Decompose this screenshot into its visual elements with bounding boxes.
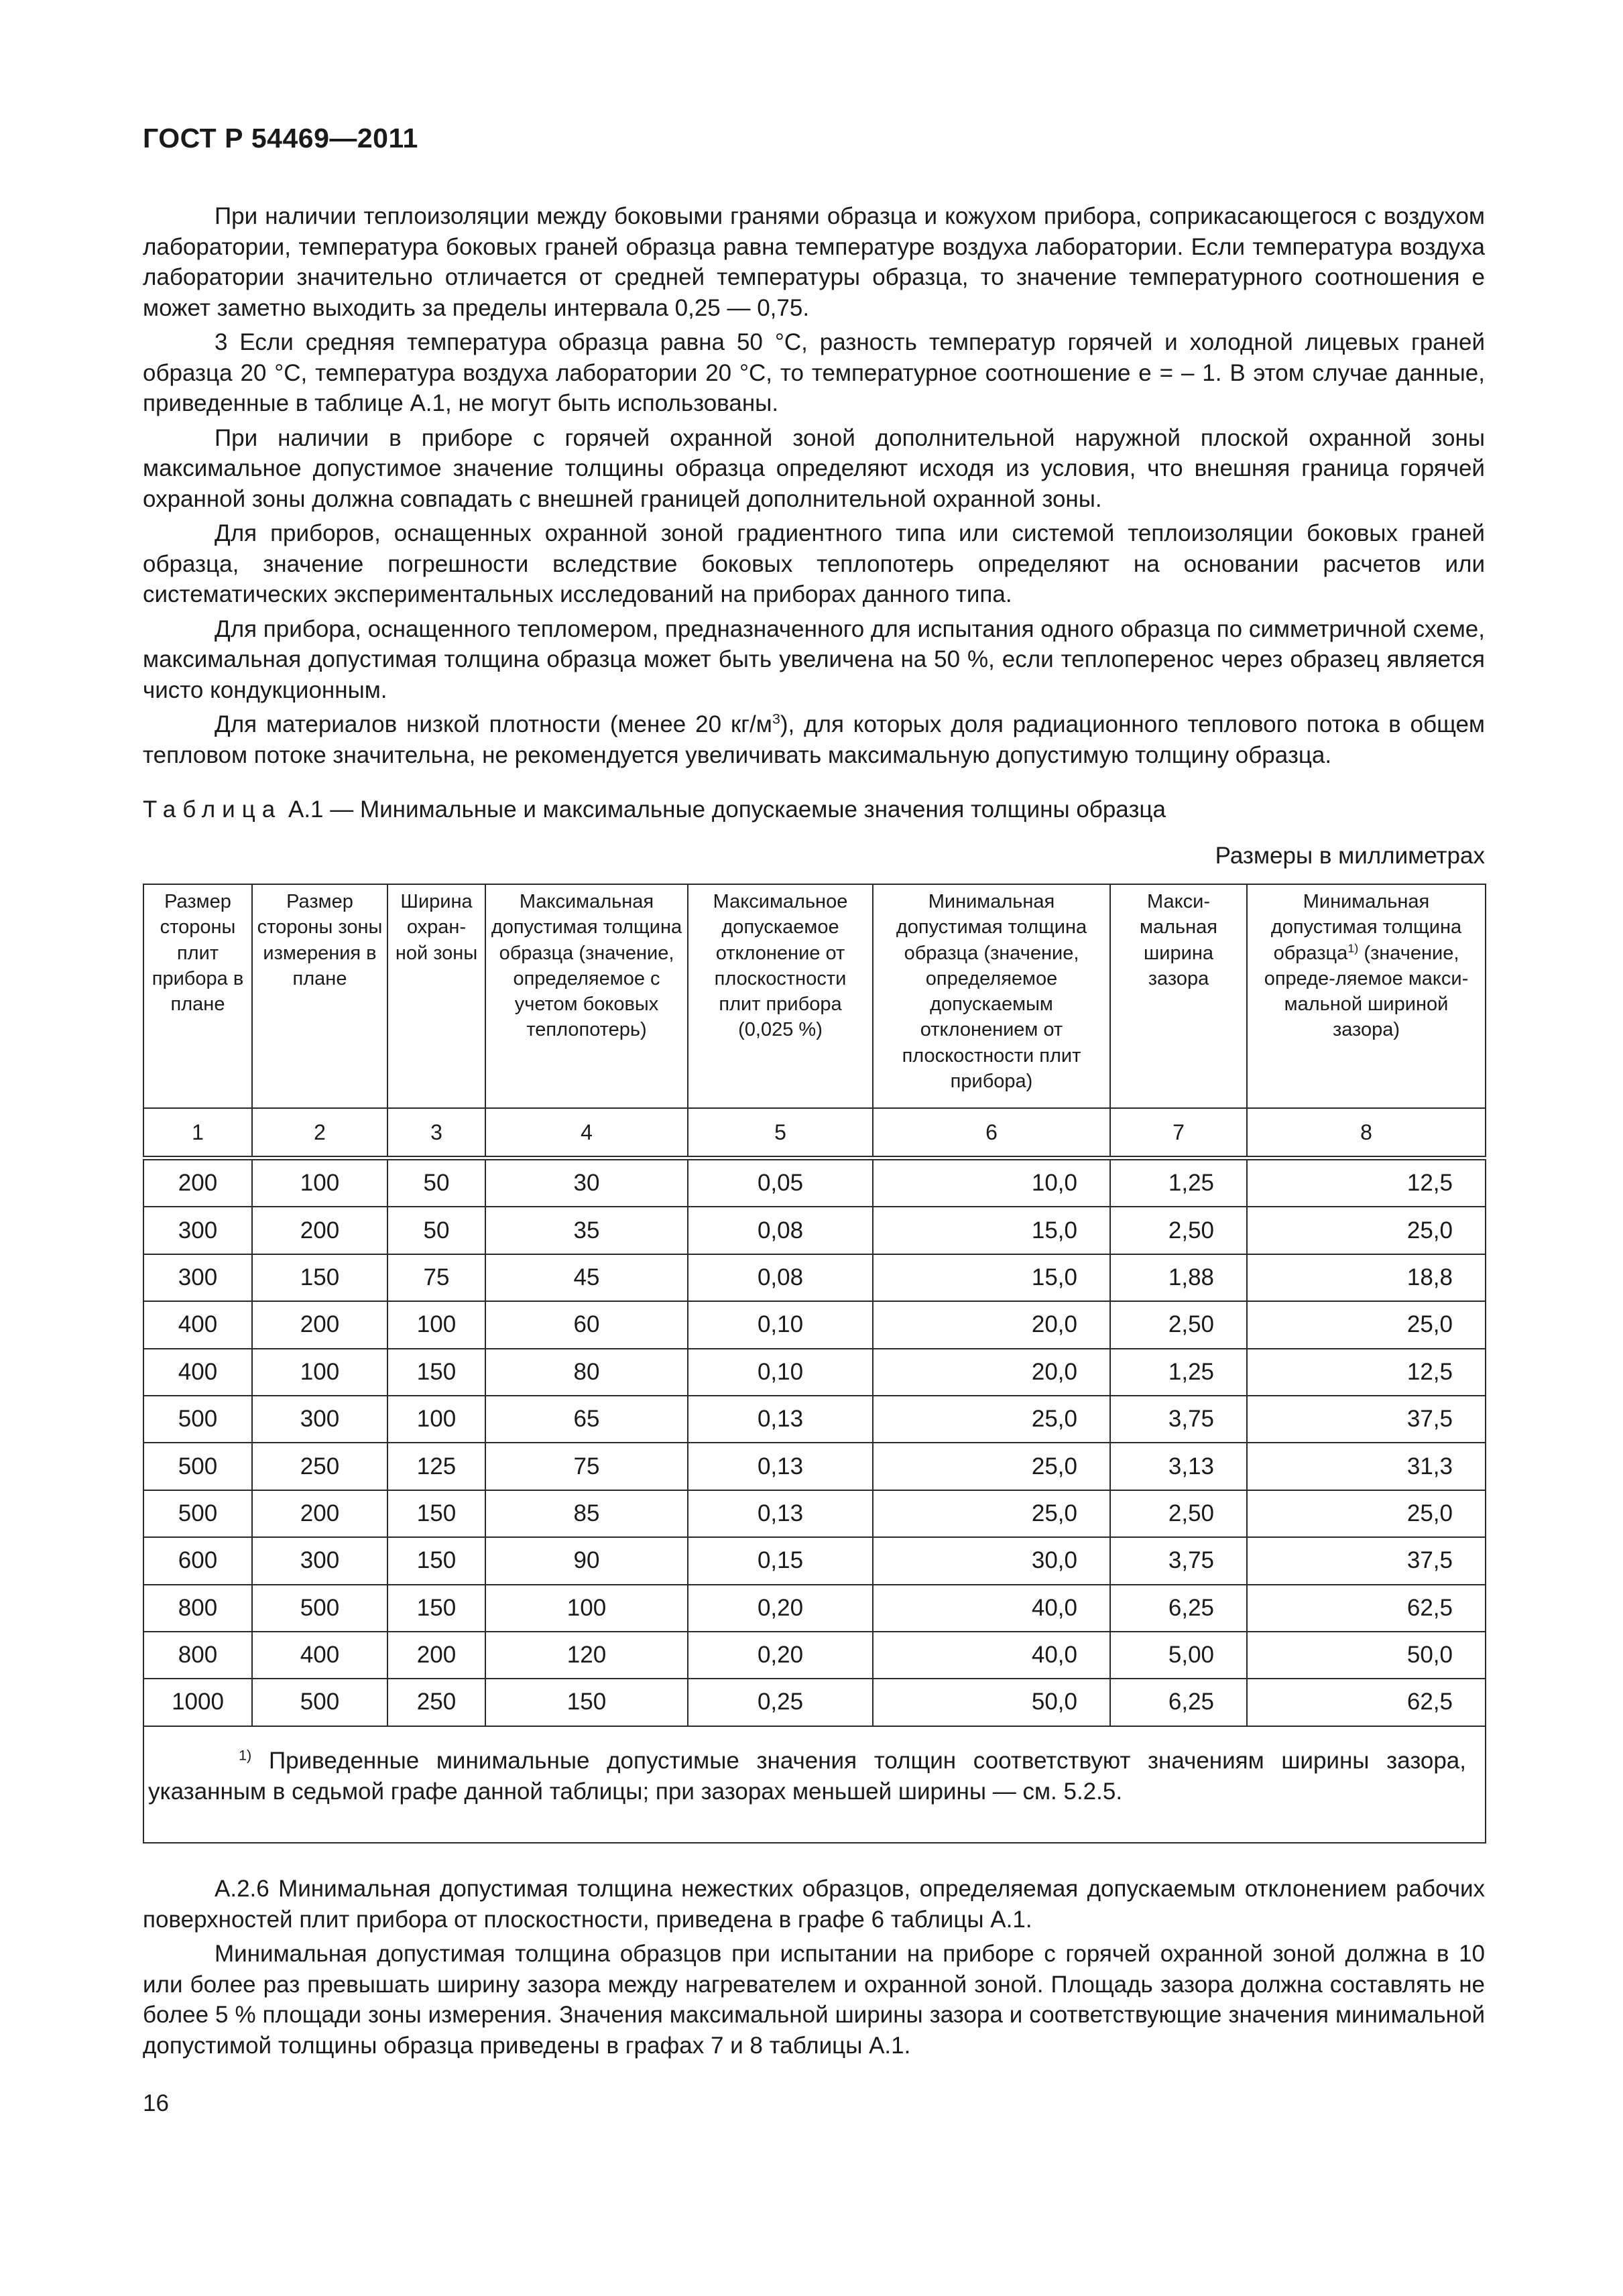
table-row [143, 1490, 1486, 1537]
table-cell: 500 [143, 1396, 252, 1443]
table-cell: 30,0 [873, 1537, 1110, 1584]
table-cell: 62,5 [1247, 1679, 1486, 1726]
table-cell: 150 [252, 1254, 387, 1301]
table-cell: 400 [143, 1349, 252, 1396]
table-cell: 0,08 [688, 1207, 873, 1254]
column-header-part: Минимальная допустимая толщина образца [1270, 891, 1462, 964]
table-cell: 125 [387, 1443, 485, 1490]
table-cell: 500 [143, 1490, 252, 1537]
column-number: 5 [688, 1108, 873, 1158]
paragraph: Для прибора, оснащенного тепломером, предназначенного для испытания одного образца по симметричной схеме, максимальная допустимая толщина образца может быть увеличена на 50 %, если теплоперенос через образец является чисто кондукционным. [143, 615, 1485, 703]
table-cell: 12,5 [1247, 1349, 1486, 1396]
table-row [143, 1585, 1486, 1632]
table-cell: 12,5 [1247, 1158, 1486, 1207]
table-cell: 18,8 [1247, 1254, 1486, 1301]
paragraph: А.2.6 Минимальная допустимая толщина нежестких образцов, определяемая допускаемым отклонением рабочих поверхностей плит прибора от плоскостности, приведена в графе 6 таблицы А.1. [143, 1876, 1485, 1933]
table-cell: 600 [143, 1537, 252, 1584]
table-cell: 800 [143, 1585, 252, 1632]
table-cell: 1,25 [1110, 1158, 1247, 1207]
table-cell: 0,20 [688, 1585, 873, 1632]
table-cell: 20,0 [873, 1349, 1110, 1396]
table-cell: 400 [143, 1301, 252, 1348]
header-row [143, 884, 1486, 1108]
table-cell: 0,25 [688, 1679, 873, 1726]
table-cell: 30 [485, 1158, 688, 1207]
paragraph-part: Для материалов низкой плотности (менее 20 кг/м [215, 711, 772, 737]
table-cell: 3,13 [1110, 1443, 1247, 1490]
table-cell: 0,20 [688, 1632, 873, 1679]
table-cell: 65 [485, 1396, 688, 1443]
table-cell: 250 [252, 1443, 387, 1490]
table-cell: 100 [252, 1349, 387, 1396]
table-cell: 1,88 [1110, 1254, 1247, 1301]
table-cell: 25,0 [873, 1396, 1110, 1443]
table-cell: 150 [387, 1349, 485, 1396]
table-row [143, 1301, 1486, 1348]
table-row [143, 1632, 1486, 1679]
table-cell: 200 [387, 1632, 485, 1679]
table-cell: 300 [143, 1207, 252, 1254]
column-header: Макси-мальная ширина зазора [1110, 884, 1247, 1108]
table-caption-prefix: Таблица [143, 796, 282, 823]
table-cell: 0,15 [688, 1537, 873, 1584]
column-header: Ширина охран-ной зоны [387, 884, 485, 1108]
column-header [1247, 884, 1486, 1108]
paragraph: При наличии теплоизоляции между боковыми гранями образца и кожухом прибора, соприкасающегося с воздухом лаборатории, температура боковых граней образца равна температуре воздуха лаборатории. Если температура воздуха лаборатории значительно отличается от средней температуры образца, то значение температурного соотношения e может заметно выходить за пределы интервала 0,25 — 0,75. [143, 203, 1485, 321]
table-cell: 37,5 [1247, 1396, 1486, 1443]
table-cell: 15,0 [873, 1207, 1110, 1254]
superscript: 1) [1347, 941, 1359, 955]
table-row [143, 1349, 1486, 1396]
table-cell: 0,10 [688, 1349, 873, 1396]
table-cell: 100 [485, 1585, 688, 1632]
table-cell: 150 [387, 1537, 485, 1584]
table-cell: 15,0 [873, 1254, 1110, 1301]
table-cell: 300 [252, 1537, 387, 1584]
table-cell: 800 [143, 1632, 252, 1679]
table-row [143, 1537, 1486, 1584]
table-cell: 6,25 [1110, 1585, 1247, 1632]
table-cell: 6,25 [1110, 1679, 1247, 1726]
table-cell: 0,08 [688, 1254, 873, 1301]
column-number: 6 [873, 1108, 1110, 1158]
page-number: 16 [143, 2090, 169, 2116]
table-cell: 200 [252, 1490, 387, 1537]
table-cell: 0,13 [688, 1443, 873, 1490]
table-cell: 3,75 [1110, 1396, 1247, 1443]
table-cell: 2,50 [1110, 1490, 1247, 1537]
table-cell: 0,13 [688, 1396, 873, 1443]
data-table [143, 884, 1486, 1844]
table-cell: 200 [252, 1207, 387, 1254]
table-cell: 5,00 [1110, 1632, 1247, 1679]
text-block-bottom [143, 1874, 1485, 2061]
table-cell: 40,0 [873, 1632, 1110, 1679]
column-header: Размер стороны плит прибора в плане [143, 884, 252, 1108]
paragraph: 3 Если средняя температура образца равна 50 °С, разность температур горячей и холодной лицевых граней образца 20 °С, температура воздуха лаборатории 20 °С, то температурное соотношение e = – 1. В этом случае данные, приведенные в таблице А.1, не могут быть использованы. [143, 329, 1485, 416]
table-cell: 150 [485, 1679, 688, 1726]
column-number-row [143, 1108, 1486, 1158]
table-cell: 60 [485, 1301, 688, 1348]
table-caption [143, 794, 1166, 825]
table-cell: 200 [252, 1301, 387, 1348]
column-header-part: (значение, опреде-ляемое макси-мальной шириной зазора) [1264, 942, 1469, 1041]
table-cell: 50 [387, 1207, 485, 1254]
table-cell: 50,0 [873, 1679, 1110, 1726]
table-row [143, 1254, 1486, 1301]
footnote-row [143, 1726, 1486, 1843]
table-cell: 25,0 [1247, 1490, 1486, 1537]
table-cell: 50,0 [1247, 1632, 1486, 1679]
text-block-top [143, 201, 1485, 770]
table-row [143, 1443, 1486, 1490]
table-cell: 0,13 [688, 1490, 873, 1537]
table-cell: 120 [485, 1632, 688, 1679]
table-cell: 0,05 [688, 1158, 873, 1207]
paragraph: Для приборов, оснащенных охранной зоной градиентного типа или системой теплоизоляции боковых граней образца, значение погрешности вследствие боковых теплопотерь определяют на основании расчетов или систематических экспериментальных исследований на приборах данного типа. [143, 520, 1485, 607]
table-row [143, 1207, 1486, 1254]
document-header: ГОСТ Р 54469—2011 [143, 123, 418, 154]
table-cell: 2,50 [1110, 1207, 1247, 1254]
table-cell: 10,0 [873, 1158, 1110, 1207]
table-cell: 2,50 [1110, 1301, 1247, 1348]
table-cell: 200 [143, 1158, 252, 1207]
table-cell: 100 [387, 1301, 485, 1348]
table-cell: 85 [485, 1490, 688, 1537]
table-cell: 300 [143, 1254, 252, 1301]
column-header: Размер стороны зоны измерения в плане [252, 884, 387, 1108]
table-cell: 40,0 [873, 1585, 1110, 1632]
table-cell: 31,3 [1247, 1443, 1486, 1490]
table-cell: 1,25 [1110, 1349, 1247, 1396]
table-cell: 25,0 [873, 1443, 1110, 1490]
paragraph: При наличии в приборе с горячей охранной зоной дополнительной наружной плоской охранной зоны максимальное допустимое значение толщины образца определяют исходя из условия, что внешняя граница горячей охранной зоны должна совпадать с внешней границей дополнительной охранной зоны. [143, 424, 1485, 512]
table-cell: 50 [387, 1158, 485, 1207]
paragraph: Минимальная допустимая толщина образцов при испытании на приборе с горячей охранной зоной должна в 10 или более раз превышать ширину зазора между нагревателем и охранной зоной. Площадь зазора должна составлять не более 5 % площади зоны измерения. Значения максимальной ширины зазора и соответствующие значения минимальной допустимой толщины образца приведены в графах 7 и 8 таблицы А.1. [143, 1941, 1485, 2059]
table-row [143, 1679, 1486, 1726]
column-header: Максимальная допустимая толщина образца (значение, определяемое с учетом боковых теплопотерь) [485, 884, 688, 1108]
column-number: 8 [1247, 1108, 1486, 1158]
table-cell: 300 [252, 1396, 387, 1443]
table-cell: 35 [485, 1207, 688, 1254]
column-number: 3 [387, 1108, 485, 1158]
table-cell: 500 [252, 1679, 387, 1726]
column-number: 2 [252, 1108, 387, 1158]
table-cell: 100 [252, 1158, 387, 1207]
table-cell: 250 [387, 1679, 485, 1726]
table-footnote [143, 1726, 1486, 1843]
table-cell: 25,0 [1247, 1301, 1486, 1348]
paragraph-part: ), для которых доля радиационного теплового потока в общем тепловом потоке значительна, не рекомендуется увеличивать максимальную допустимую толщину образца. [143, 711, 1485, 768]
table-row [143, 1158, 1486, 1207]
footnote-mark: 1) [239, 1746, 252, 1764]
table-cell: 1000 [143, 1679, 252, 1726]
table-cell: 90 [485, 1537, 688, 1584]
table-cell: 25,0 [873, 1490, 1110, 1537]
table-cell: 3,75 [1110, 1537, 1247, 1584]
column-number: 1 [143, 1108, 252, 1158]
table-cell: 500 [143, 1443, 252, 1490]
table-cell: 62,5 [1247, 1585, 1486, 1632]
footnote-text: Приведенные минимальные допустимые значения толщин соответствуют значениям ширины зазора, указанным в седьмой графе данной таблицы; при зазорах меньшей ширины — см. 5.2.5. [148, 1747, 1466, 1805]
footnote-text-wrap [148, 1746, 1466, 1807]
table-cell: 20,0 [873, 1301, 1110, 1348]
column-number: 7 [1110, 1108, 1247, 1158]
table-cell: 80 [485, 1349, 688, 1396]
table-row [143, 1396, 1486, 1443]
column-header: Минимальная допустимая толщина образца (значение, определяемое допускаемым отклонением от плоскостности плит прибора) [873, 884, 1110, 1108]
table-cell: 45 [485, 1254, 688, 1301]
table-cell: 100 [387, 1396, 485, 1443]
table-cell: 37,5 [1247, 1537, 1486, 1584]
table-cell: 25,0 [1247, 1207, 1486, 1254]
table-cell: 150 [387, 1490, 485, 1537]
table-units: Размеры в миллиметрах [1215, 843, 1485, 869]
column-header: Максимальное допускаемое отклонение от плоскостности плит прибора (0,025 %) [688, 884, 873, 1108]
table-cell: 150 [387, 1585, 485, 1632]
table-body [143, 1158, 1486, 1726]
table-cell: 500 [252, 1585, 387, 1632]
column-number: 4 [485, 1108, 688, 1158]
table-cell: 0,10 [688, 1301, 873, 1348]
table-caption-text: А.1 — Минимальные и максимальные допускаемые значения толщины образца [288, 796, 1166, 823]
superscript: 3 [772, 710, 780, 727]
table-cell: 400 [252, 1632, 387, 1679]
paragraph [143, 709, 1485, 770]
table-cell: 75 [485, 1443, 688, 1490]
table-cell: 75 [387, 1254, 485, 1301]
